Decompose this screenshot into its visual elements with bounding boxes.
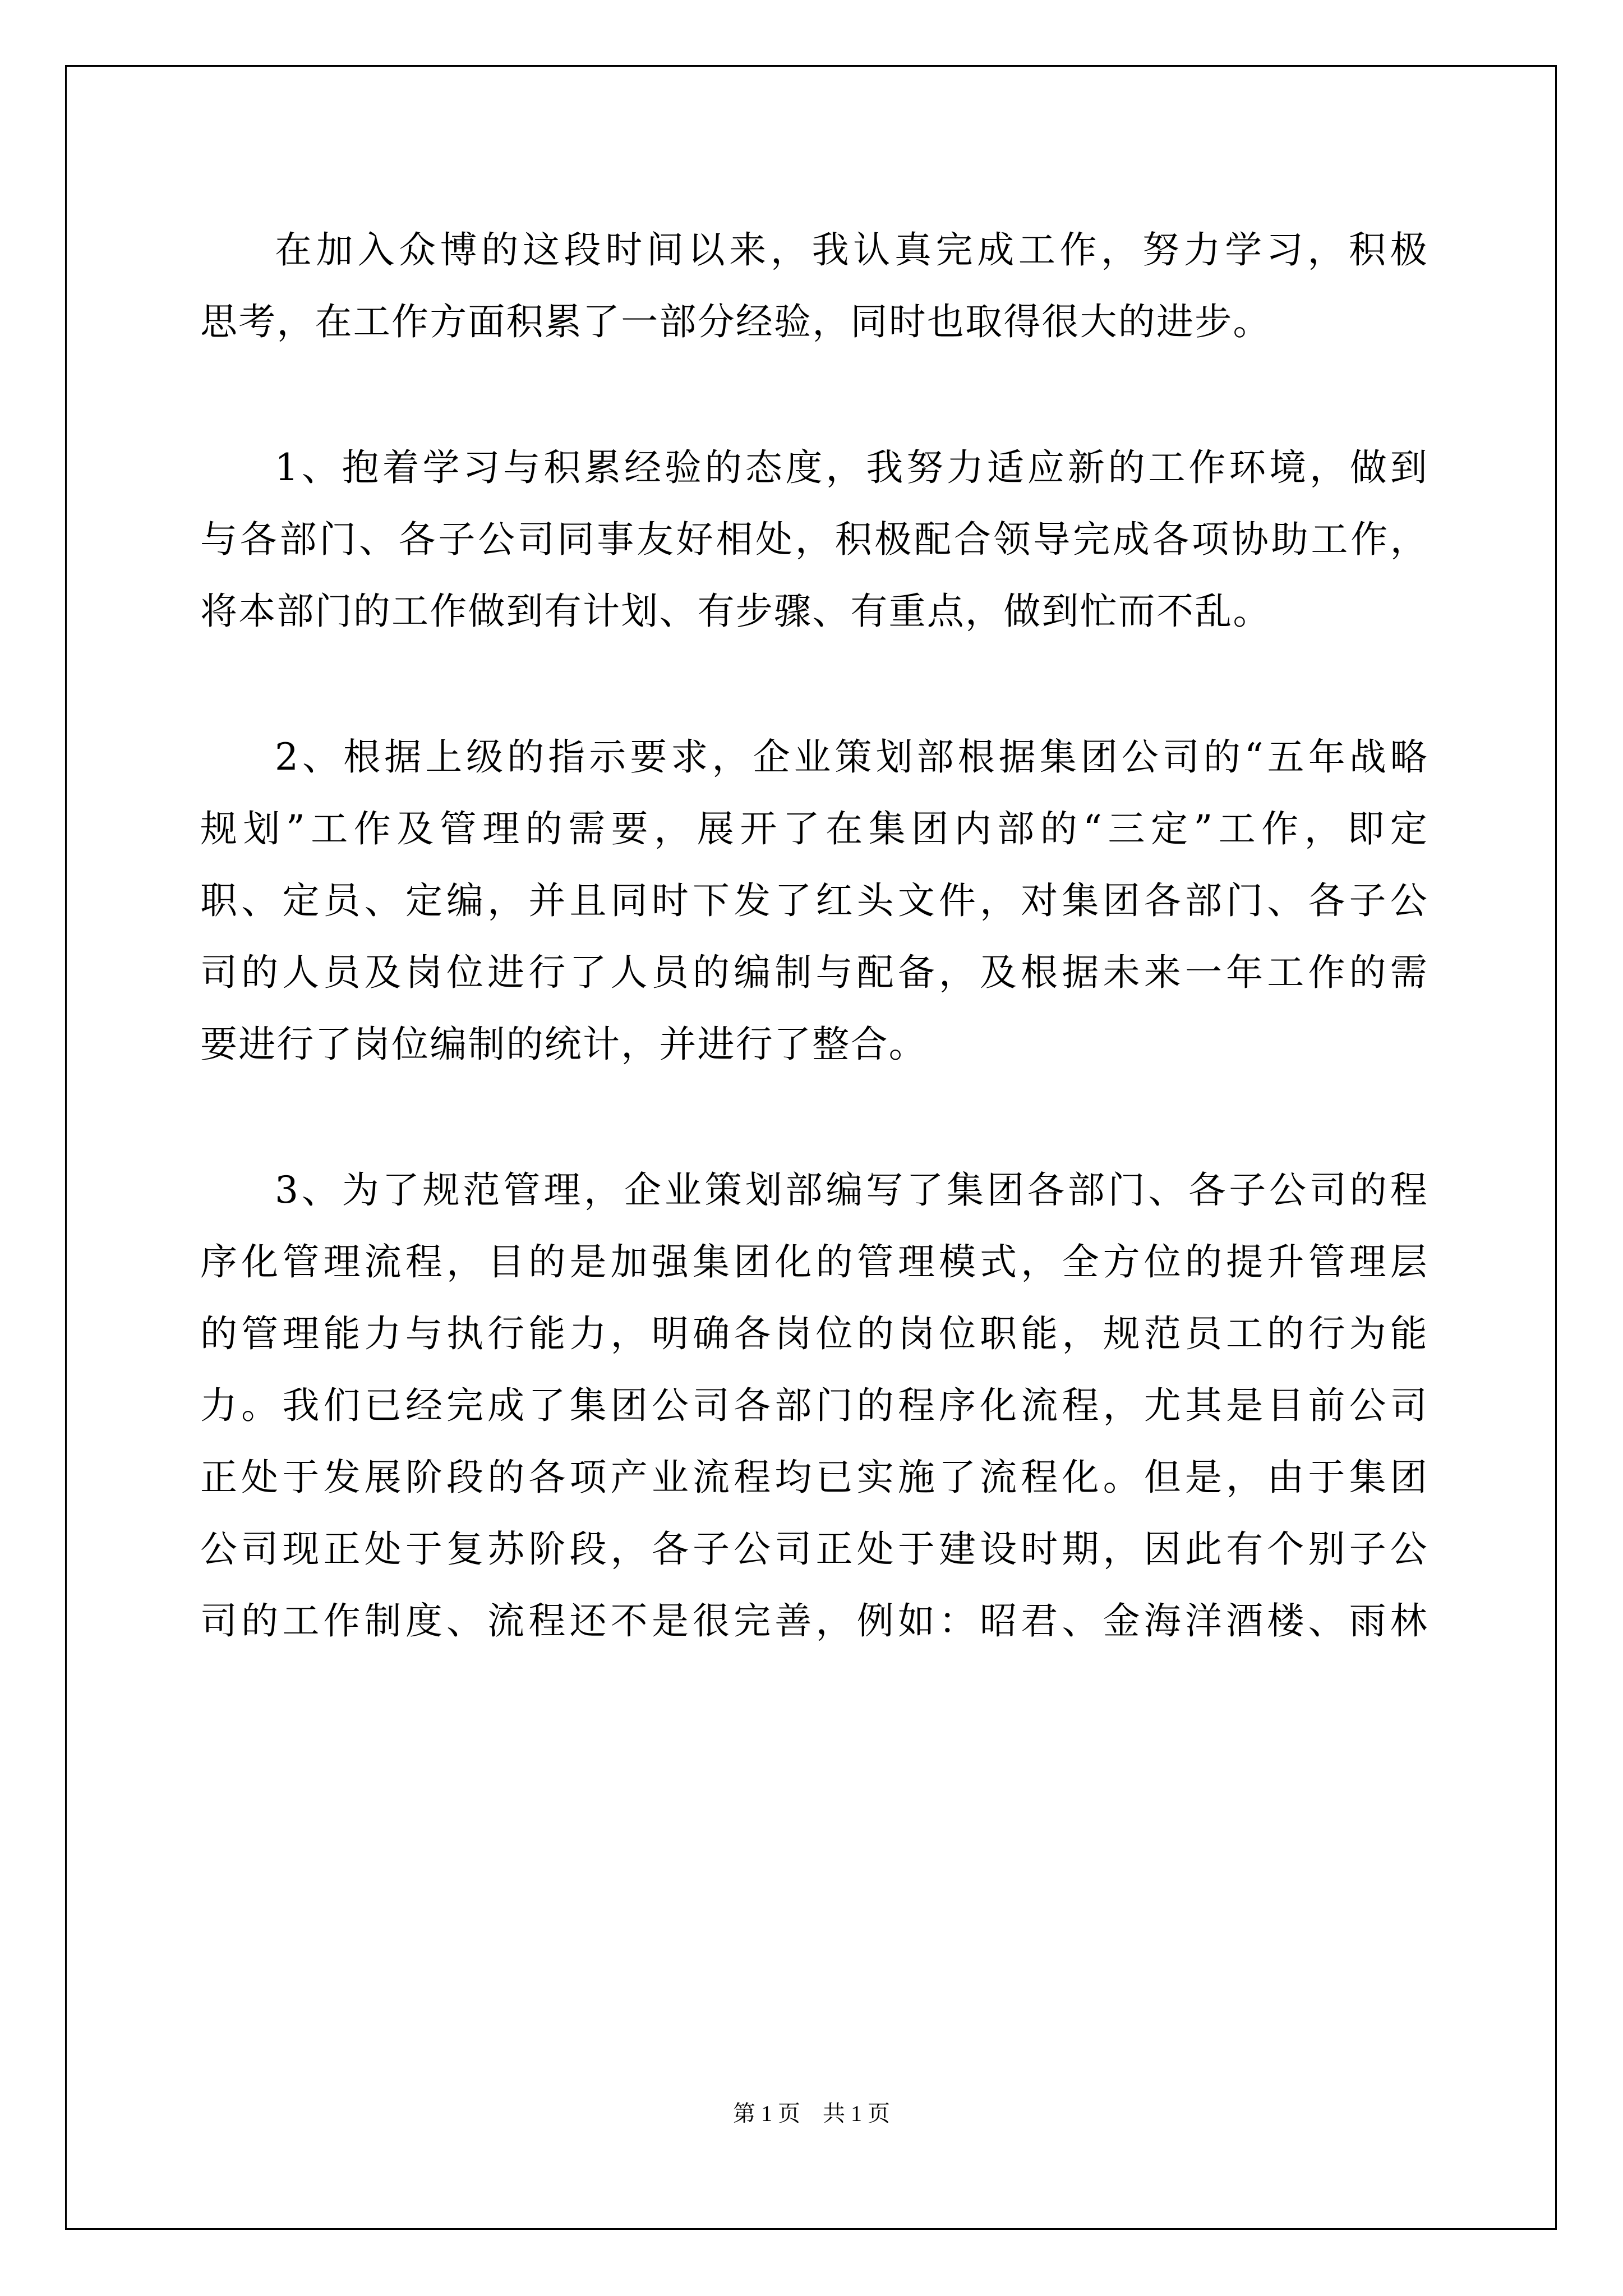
paragraph-2-line-2: 与各部门、各子公司同事友好相处，积极配合领导完成各项协助工作，	[200, 518, 1428, 561]
paragraph-4-line-2: 序化管理流程，目的是加强集团化的管理模式，全方位的提升管理层	[200, 1240, 1428, 1283]
paragraph-4-line-5: 正处于发展阶段的各项产业流程均已实施了流程化。但是，由于集团	[200, 1456, 1428, 1499]
page-footer: 第 1 页 共 1 页	[733, 2101, 890, 2126]
paragraph-4-line-6: 公司现正处于复苏阶段，各子公司正处于建设时期，因此有个别子公	[200, 1527, 1428, 1571]
paragraph-3-line-4: 司的人员及岗位进行了人员的编制与配备，及根据未来一年工作的需	[200, 951, 1428, 994]
paragraph-3-line-5: 要进行了岗位编制的统计，并进行了整合。	[200, 1023, 927, 1066]
paragraph-1-line-2: 思考，在工作方面积累了一部分经验，同时也取得很大的进步。	[200, 300, 1271, 343]
paragraph-3-line-2: 规划”工作及管理的需要，展开了在集团内部的“三定”工作，即定	[200, 807, 1428, 850]
paragraph-4-line-4: 力。我们已经完成了集团公司各部门的程序化流程，尤其是目前公司	[200, 1384, 1428, 1427]
paragraph-4-line-1: 3、为了规范管理，企业策划部编写了集团各部门、各子公司的程	[275, 1168, 1428, 1212]
page-border	[65, 65, 1557, 2230]
paragraph-2-line-1: 1、抱着学习与积累经验的态度，我努力适应新的工作环境，做到	[275, 446, 1428, 489]
paragraph-3-line-1: 2、根据上级的指示要求，企业策划部根据集团公司的“五年战略	[275, 735, 1428, 779]
paragraph-3-line-3: 职、定员、定编，并且同时下发了红头文件，对集团各部门、各子公	[200, 879, 1428, 922]
paragraph-2-line-3: 将本部门的工作做到有计划、有步骤、有重点，做到忙而不乱。	[200, 590, 1271, 633]
paragraph-1-line-1: 在加入众博的这段时间以来，我认真完成工作，努力学习，积极	[275, 228, 1428, 272]
paragraph-4-line-7: 司的工作制度、流程还不是很完善，例如：昭君、金海洋酒楼、雨林	[200, 1599, 1428, 1642]
paragraph-4-line-3: 的管理能力与执行能力，明确各岗位的岗位职能，规范员工的行为能	[200, 1312, 1428, 1355]
